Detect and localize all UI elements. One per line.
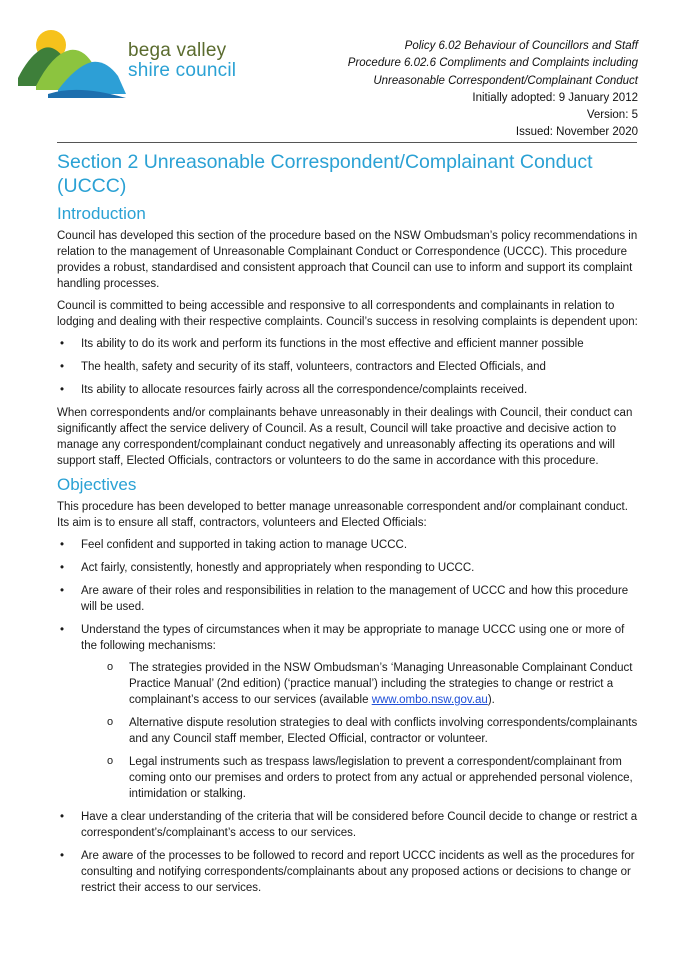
mechanisms-sub-list [81,660,639,802]
hills-logo-icon [18,28,128,100]
intro-paragraph-1: Council has developed this section of the procedure based on the NSW Ombudsman’s policy recommendations in relation to the management of Unreasonable Complainant Conduct or Correspondence (UCCC). This procedure provides a robust, standardised and consistent approach that Council can use to inform and support its complaint handling processes. [57,230,638,290]
ombudsman-strategies-text: The strategies provided in the NSW Ombudsman’s ‘Managing Unreasonable Complainant Conduct Practice Manual’ (2nd edition) (‘practice manual’) including the strategies to change or restrict a complainant’s access to our services (available [129,662,633,706]
ombudsman-link[interactable]: www.ombo.nsw.gov.au [371,694,488,706]
adopted-date: Initially adopted: 9 January 2012 [472,91,638,104]
logo-text-bega-valley: bega valley [128,40,227,61]
section-title: Section 2 Unreasonable Correspondent/Complainant Conduct (UCCC) [57,151,593,197]
objectives-paragraph: This procedure has been developed to better manage unreasonable correspondent and/or complainant conduct. Its aim is to ensure all staff, contractors, volunteers and Elected Officials: [57,501,628,529]
list-item: • The health, safety and security of its staff, volunteers, contractors and Elected Officials, and [57,359,639,375]
list-item: • Are aware of the processes to be followed to record and report UCCC incidents as well as the procedures for consulting and notifying correspondents/complainants about any proposed actions or decisions to change or restrict their access to our services. [57,848,639,896]
sub-list-item [81,660,639,708]
list-item: • Are aware of their roles and responsibilities in relation to the management of UCCC and how this procedure will be used. [57,583,639,615]
objectives-heading: Objectives [57,475,137,494]
sub-list-item: o Legal instruments such as trespass laws/legislation to prevent a correspondent/complainant from coming onto our premises and orders to protect from any actual or apprehended personal violence, intimidation or stalking. [81,754,639,802]
logo-text-shire-council: shire council [128,60,237,81]
policy-title: Policy 6.02 Behaviour of Councillors and Staff [404,40,638,52]
ombudsman-strategies-end: ). [487,694,495,706]
sub-list-item: o Alternative dispute resolution strategies to deal with conflicts involving correspondents/complainants and any Council staff member, Elected Official, contractor or volunteer. [81,715,639,747]
council-logo [18,28,238,100]
objectives-bullet-list [57,537,639,896]
list-item: • Have a clear understanding of the criteria that will be considered before Council decide to change or restrict a correspondent’s/complainant’s access to our services. [57,809,639,841]
list-item: • Its ability to do its work and perform its functions in the most effective and efficient manner possible [57,336,639,352]
list-item: • Its ability to allocate resources fairly across all the correspondence/complaints received. [57,382,639,398]
version-number: Version: 5 [586,109,638,122]
list-item: • Feel confident and supported in taking action to manage UCCC. [57,537,639,553]
header-divider [57,142,637,143]
intro-bullet-list [57,336,639,398]
document-body [57,150,639,903]
document-meta [348,38,638,142]
procedure-title-line2: Unreasonable Correspondent/Complainant Conduct [373,74,638,87]
intro-paragraph-2: Council is committed to being accessible and responsive to all correspondents and complainants in relation to lodging and dealing with their respective complaints. Council’s success in resolving complaints is dependent upon: [57,300,638,328]
list-item [57,622,639,802]
mechanisms-intro: Understand the types of circumstances when it may be appropriate to manage UCCC using one or more of the following mechanisms: [81,624,625,652]
issued-date: Issued: November 2020 [515,126,638,139]
introduction-heading: Introduction [57,204,146,223]
list-item: • Act fairly, consistently, honestly and appropriately when responding to UCCC. [57,560,639,576]
procedure-title-line1: Procedure 6.02.6 Compliments and Complaints including [347,57,638,70]
intro-paragraph-3: When correspondents and/or complainants behave unreasonably in their dealings with Council, their conduct can significantly affect the service delivery of Council. As a result, Council will take proactive and decisive action to manage any correspondent/complainant conduct negatively and unreasonably affecting its operations and will support staff, Elected Officials, contractors or volunteers to do the same in accordance with this procedure. [57,407,633,467]
